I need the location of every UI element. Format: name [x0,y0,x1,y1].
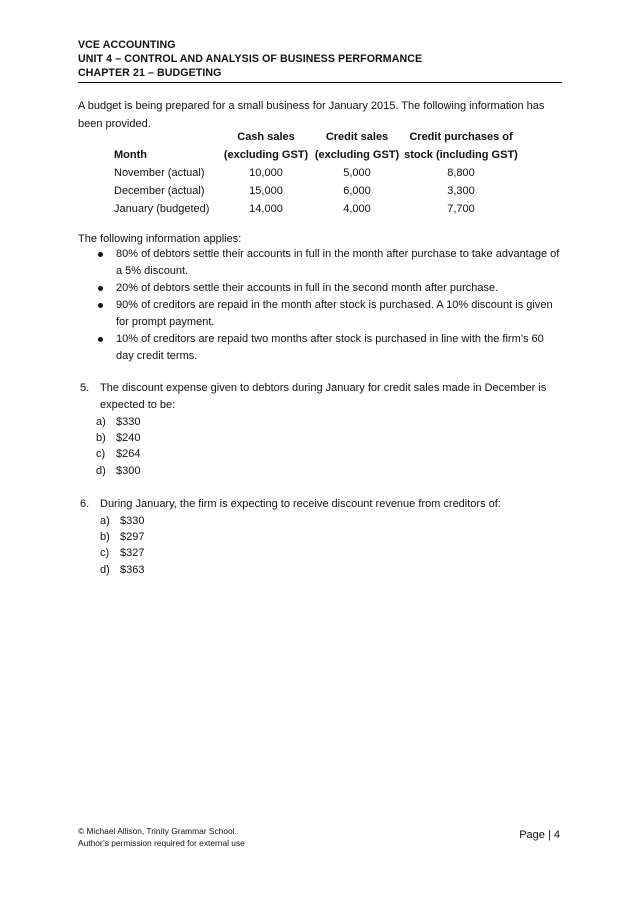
list-item-text: 80% of debtors settle their accounts in full in the month after purchase to take advantage of a 5% discount. [116,248,560,277]
page-header [78,38,562,80]
option-letter: a) [100,515,110,527]
option-text: $327 [120,547,145,560]
option-text: $264 [116,448,141,461]
table-row [108,164,521,182]
option-text: $300 [116,464,141,477]
answer-option[interactable] [96,430,562,446]
option-letter: b) [96,432,106,445]
footer-permission: Author’s permission required for external use [78,837,245,848]
answer-option[interactable] [100,562,562,578]
answer-option[interactable] [100,545,562,561]
question-text: The discount expense given to debtors during January for credit sales made in December is expected to be: [100,382,547,411]
table-header-cell: Credit purchases of [409,131,513,143]
list-item [96,297,562,331]
header-unit: UNIT 4 – CONTROL AND ANALYSIS OF BUSINESS PERFORMANCE [78,53,423,65]
question-text: During January, the firm is expecting to receive discount revenue from creditors of: [100,498,501,510]
table-cell: 5,000 [343,167,371,179]
table-cell: 3,300 [447,185,475,197]
question-number: 5. [80,382,90,394]
option-letter: c) [96,448,106,461]
option-letter: a) [96,416,106,428]
list-item-text: 20% of debtors settle their accounts in full in the second month after purchase. [116,282,499,294]
option-letter: d) [100,563,110,576]
table-header-cell: Month [114,149,147,161]
table-cell: 6,000 [343,185,371,197]
option-letter: c) [100,547,110,560]
question-number: 6. [80,498,90,510]
option-text: $297 [120,531,145,544]
option-text: $363 [120,563,145,576]
table-header-cell: Credit sales [325,131,389,143]
option-text: $330 [116,416,141,428]
header-divider [78,82,562,83]
table-row [108,182,521,200]
page-footer-credits [78,826,245,849]
answer-option[interactable] [96,414,562,430]
option-text: $330 [120,515,145,527]
table-cell: 7,700 [447,203,475,215]
question-6 [80,496,562,578]
header-subject: VCE ACCOUNTING [78,39,176,51]
bullet-icon [98,303,103,308]
table-cell: January (budgeted) [114,203,210,215]
list-item [96,280,562,297]
table-header-row-2 [108,146,521,164]
list-item-text: 10% of creditors are repaid two months after stock is purchased in line with the firm’s 60 day credit terms. [116,333,544,362]
answer-option[interactable] [96,463,562,479]
bullet-icon [98,286,103,291]
applies-heading: The following information applies: [78,233,242,245]
budget-data-table [108,128,521,218]
answer-options [80,513,562,578]
table-cell: 8,800 [447,167,475,179]
list-item-text: 90% of creditors are repaid in the month after stock is purchased. A 10% discount is given for prompt payment. [116,299,553,328]
table-header-cell [108,128,219,146]
table-header-cell: Cash sales [237,131,295,143]
table-header-cell: (excluding GST) [223,149,309,161]
table-cell: 10,000 [249,167,283,179]
table-cell: December (actual) [114,185,205,197]
page-number: Page | 4 [519,829,560,841]
list-item [96,246,562,280]
bullet-icon [98,252,103,257]
table-cell: November (actual) [114,167,205,179]
answer-option[interactable] [96,446,562,462]
answer-option[interactable] [100,513,562,529]
table-header-cell: stock (including GST) [404,149,518,161]
option-text: $240 [116,432,141,445]
option-letter: d) [96,464,106,477]
list-item [96,331,562,365]
question-5 [80,380,562,479]
table-cell: 4,000 [343,203,371,215]
table-cell: 14,000 [249,203,283,215]
table-row [108,200,521,218]
conditions-list [96,246,562,365]
table-header-cell: (excluding GST) [314,149,400,161]
header-chapter: CHAPTER 21 – BUDGETING [78,67,222,79]
answer-option[interactable] [100,529,562,545]
table-cell: 15,000 [249,185,283,197]
answer-options [80,414,562,479]
bullet-icon [98,337,103,342]
table-header-row-1 [108,128,521,146]
option-letter: b) [100,531,110,544]
intro-paragraph: A budget is being prepared for a small business for January 2015. The following information has been provided. [78,100,545,130]
footer-copyright: © Michael Allison, Trinity Grammar School. [78,826,237,836]
